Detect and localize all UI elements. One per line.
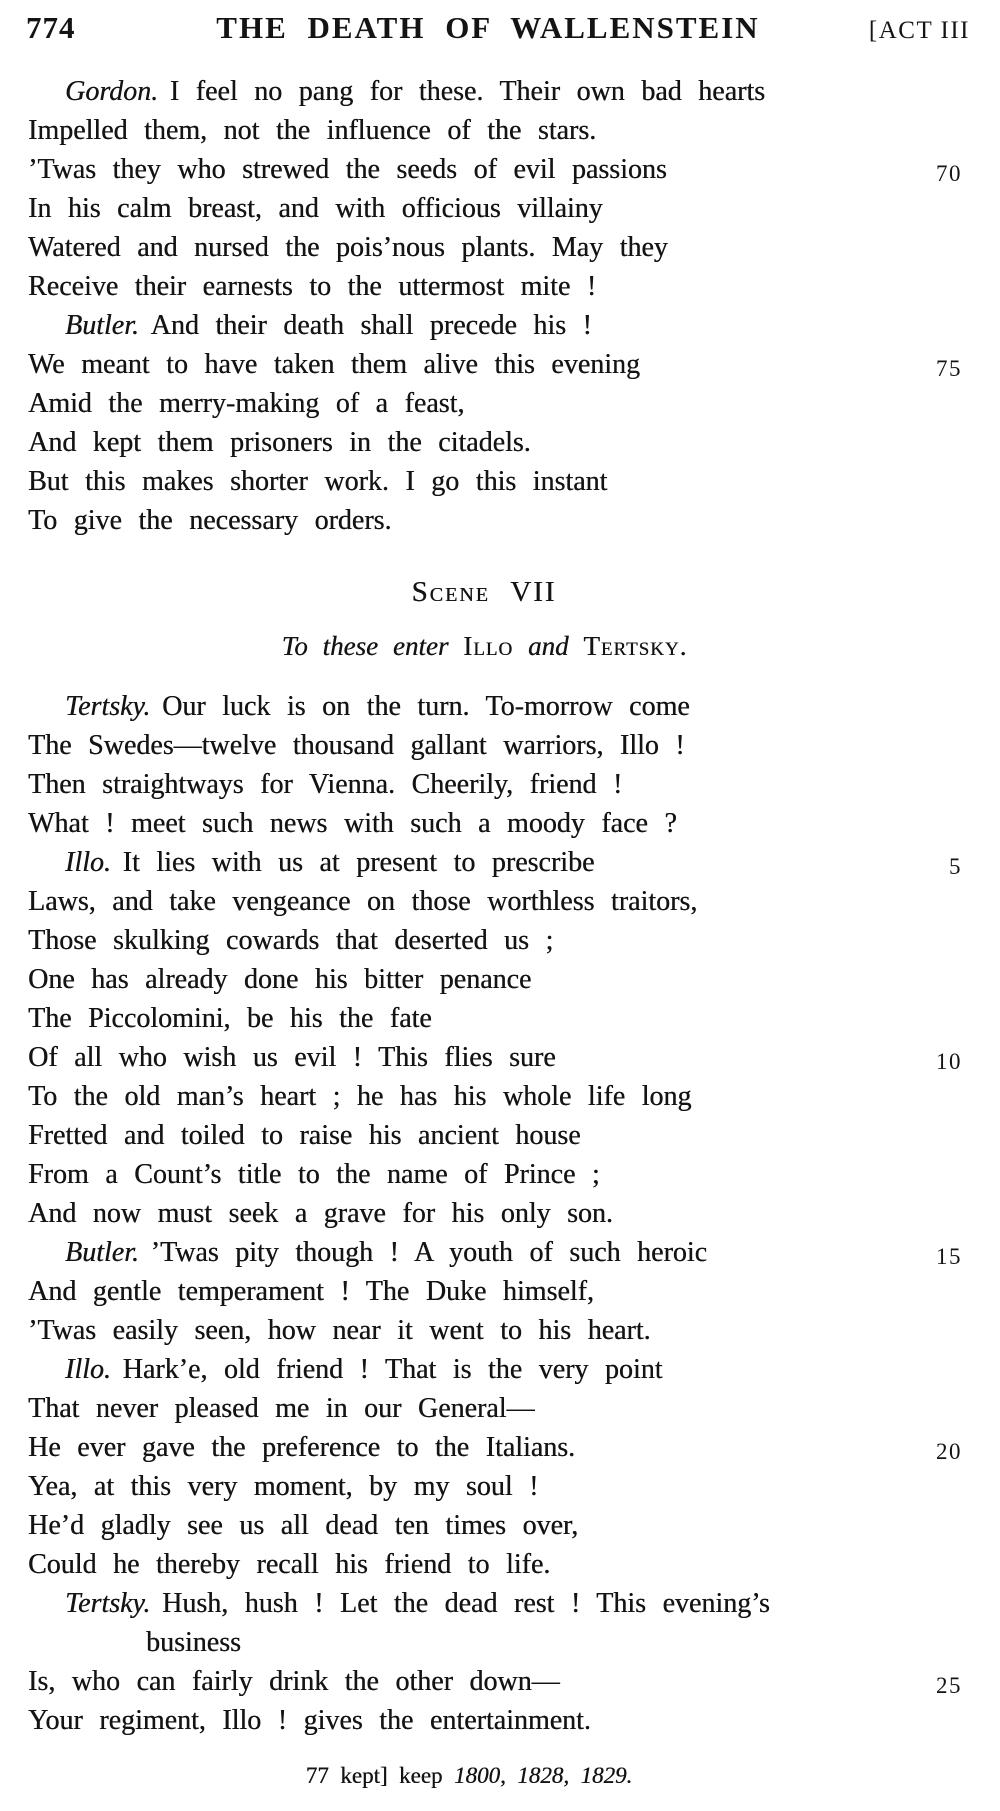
line-text: And now must seek a grave for his only son.: [28, 1198, 613, 1229]
verse-line: [28, 1467, 1000, 1506]
speaker-name: Gordon.: [65, 76, 159, 107]
verse-line: [28, 1506, 1000, 1545]
line-number: 5: [949, 854, 962, 879]
footnote-part: 1800, 1828, 1829.: [453, 1763, 633, 1788]
verse-line: [28, 804, 1000, 843]
line-text: Hush, hush ! Let the dead rest ! This evening’s: [162, 1588, 770, 1619]
verse-line: [28, 423, 1000, 462]
line-text: Laws, and take vengeance on those worthless traitors,: [28, 886, 698, 917]
stage-direction-part: Tertsky: [583, 631, 680, 661]
line-text: Hark’e, old friend ! That is the very point: [122, 1354, 663, 1385]
line-text: And gentle temperament ! The Duke himself,: [28, 1276, 594, 1307]
line-number: 10: [936, 1049, 962, 1074]
verse-line: [28, 111, 1000, 150]
footnote-part: 77 kept] keep: [305, 1763, 454, 1788]
line-text: Our luck is on the turn. To-morrow come: [162, 691, 690, 722]
text-flow: [0, 72, 1000, 1795]
line-text: Yea, at this very moment, by my soul !: [28, 1471, 539, 1502]
line-text: That never pleased me in our General—: [28, 1393, 535, 1424]
stage-direction-part: Illo: [463, 631, 514, 661]
scene-heading: Scene VII: [411, 576, 557, 608]
verse-line: [28, 882, 1000, 921]
verse-line: [28, 228, 1000, 267]
verse-line: [28, 1311, 1000, 1350]
verse-line: [28, 267, 1000, 306]
line-text: ’Twas they who strewed the seeds of evil passions: [28, 154, 667, 185]
stage-direction: [28, 627, 940, 667]
verse-line: [28, 1428, 1000, 1467]
verse-line: [28, 1584, 1000, 1623]
line-number: 25: [936, 1673, 962, 1698]
stage-direction-part: and: [513, 631, 584, 661]
verse-line: [28, 1350, 1000, 1389]
verse-line: [28, 726, 1000, 765]
verse-line: [28, 306, 1000, 345]
line-text: Watered and nursed the pois’nous plants. May they: [28, 232, 668, 263]
line-text: What ! meet such news with such a moody face ?: [28, 808, 677, 839]
footnote: [28, 1756, 910, 1795]
line-text: It lies with us at present to prescribe: [122, 847, 595, 878]
speaker-name: Butler.: [65, 1237, 139, 1268]
line-text: And kept them prisoners in the citadels.: [28, 427, 531, 458]
line-text: Your regiment, Illo ! gives the entertainment.: [28, 1705, 591, 1736]
line-number: 70: [936, 161, 962, 186]
line-text: But this makes shorter work. I go this instant: [28, 466, 608, 497]
verse-line: [28, 189, 1000, 228]
act-label: [ACT III: [868, 17, 970, 44]
line-text: Of all who wish us evil ! This flies sure: [28, 1042, 556, 1073]
verse-line: [28, 1545, 1000, 1584]
verse-line: [28, 1662, 1000, 1701]
verse-line: [28, 345, 1000, 384]
line-text: To the old man’s heart ; he has his whole life long: [28, 1081, 692, 1112]
speaker-name: Tertsky.: [65, 1588, 151, 1619]
verse-line: [28, 1116, 1000, 1155]
line-number: 75: [936, 356, 962, 381]
line-text: I feel no pang for these. Their own bad hearts: [169, 76, 766, 107]
line-text: In his calm breast, and with officious villainy: [28, 193, 603, 224]
line-text: Could he thereby recall his friend to life.: [28, 1549, 551, 1580]
line-text: And their death shall precede his !: [150, 310, 592, 341]
verse-line: [28, 1233, 1000, 1272]
verse-line: [28, 1272, 1000, 1311]
verse-line: [28, 1389, 1000, 1428]
line-text: ’Twas easily seen, how near it went to his heart.: [28, 1315, 651, 1346]
verse-line: [28, 843, 1000, 882]
line-text: To give the necessary orders.: [28, 505, 392, 536]
line-text: We meant to have taken them alive this evening: [28, 349, 640, 380]
line-text: business: [146, 1627, 241, 1658]
line-number: 20: [936, 1439, 962, 1464]
stage-direction-part: .: [679, 631, 687, 661]
speaker-name: Illo.: [65, 1354, 111, 1385]
speaker-name: Illo.: [65, 847, 111, 878]
line-text: Is, who can fairly drink the other down—: [28, 1666, 560, 1697]
line-text: One has already done his bitter penance: [28, 964, 532, 995]
verse-line: [28, 384, 1000, 423]
verse-line: [28, 765, 1000, 804]
line-text: Amid the merry-making of a feast,: [28, 388, 465, 419]
page-number: 774: [26, 10, 76, 45]
verse-line: [28, 921, 1000, 960]
line-text: Then straightways for Vienna. Cheerily, friend !: [28, 769, 623, 800]
speaker-name: Butler.: [65, 310, 139, 341]
verse-line: [28, 1038, 1000, 1077]
line-text: The Swedes—twelve thousand gallant warriors, Illo !: [28, 730, 685, 761]
page-header: [0, 0, 1000, 46]
verse-line: [28, 999, 1000, 1038]
line-number: 15: [936, 1244, 962, 1269]
verse-line: [28, 1623, 1000, 1662]
line-text: Those skulking cowards that deserted us ;: [28, 925, 554, 956]
verse-line: [28, 1155, 1000, 1194]
verse-line: [28, 1077, 1000, 1116]
verse-line: [28, 1701, 1000, 1740]
verse-line: [28, 687, 1000, 726]
verse-line: [28, 72, 1000, 111]
verse-line: [28, 501, 1000, 540]
running-title: THE DEATH OF WALLENSTEIN: [216, 10, 760, 45]
line-text: Receive their earnests to the uttermost mite !: [28, 271, 597, 302]
line-text: Fretted and toiled to raise his ancient house: [28, 1120, 581, 1151]
line-text: Impelled them, not the influence of the stars.: [28, 115, 597, 146]
verse-line: [28, 150, 1000, 189]
verse-line: [28, 960, 1000, 999]
speaker-name: Tertsky.: [65, 691, 151, 722]
line-text: The Piccolomini, be his the fate: [28, 1003, 432, 1034]
stage-direction-part: To these enter: [281, 631, 464, 661]
verse-line: [28, 462, 1000, 501]
line-text: He ever gave the preference to the Italians.: [28, 1432, 576, 1463]
verse-line: [28, 1194, 1000, 1233]
line-text: From a Count’s title to the name of Prince ;: [28, 1159, 600, 1190]
line-text: He’d gladly see us all dead ten times over,: [28, 1510, 579, 1541]
line-text: ’Twas pity though ! A youth of such heroic: [150, 1237, 707, 1268]
